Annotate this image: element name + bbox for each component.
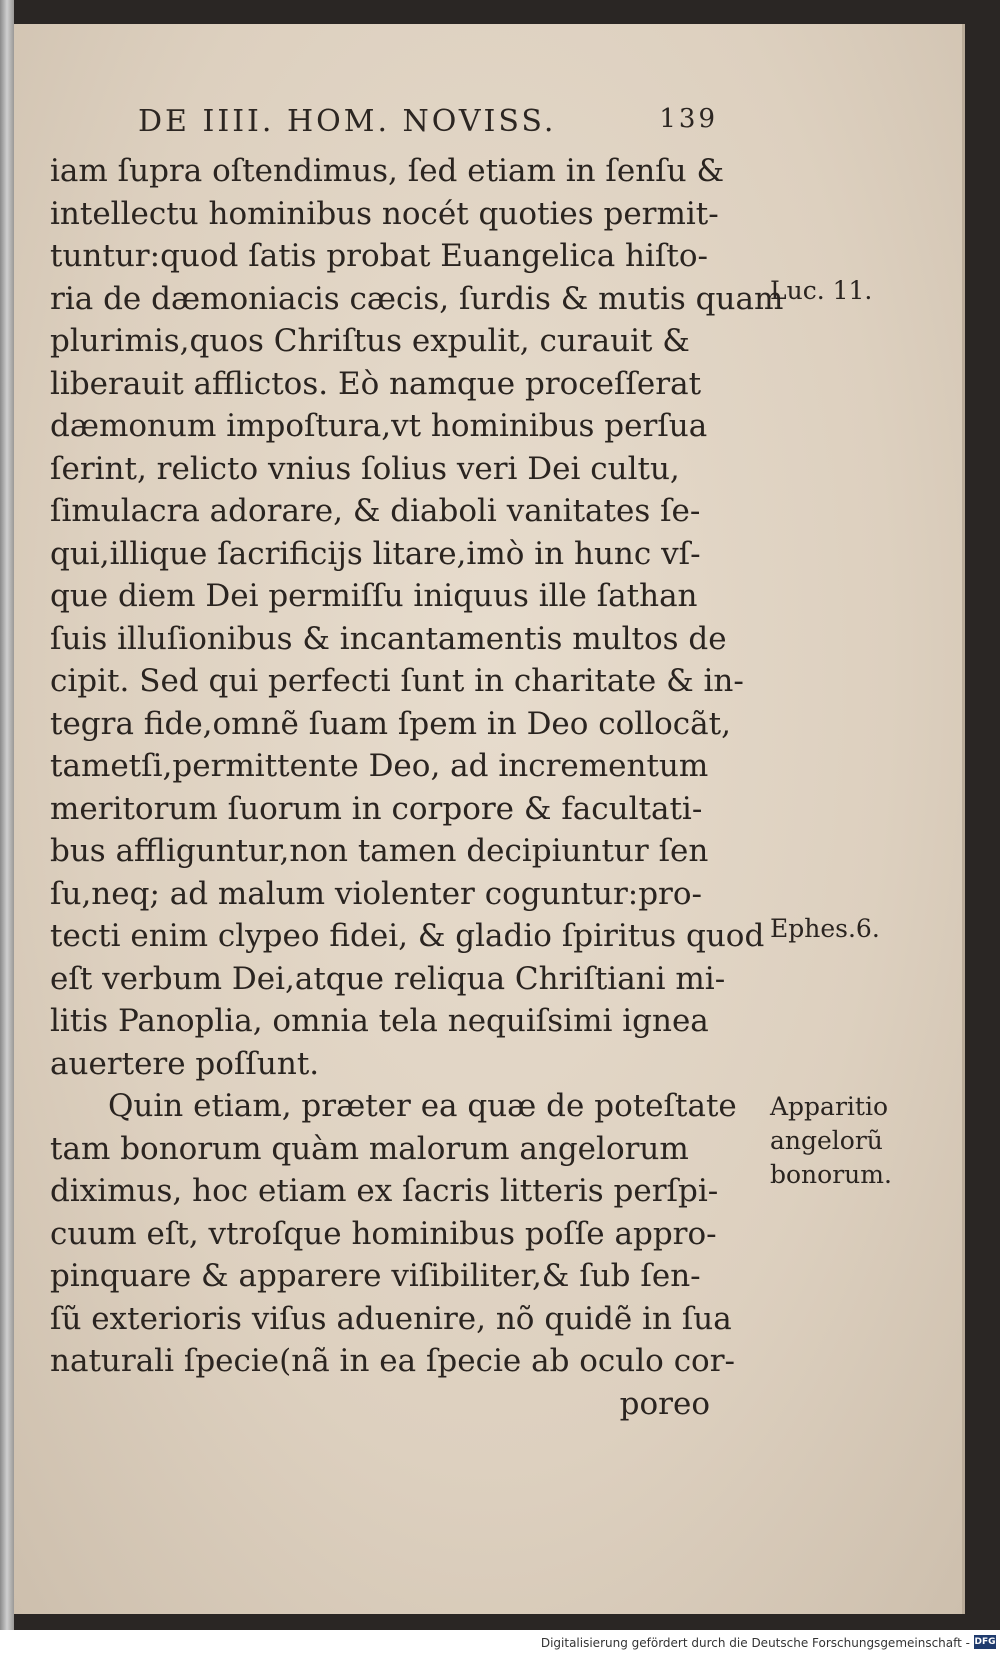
catchword: poreo [619,1385,710,1422]
text-line: tam bonorum quàm malorum angelorum [50,1130,689,1167]
running-title: DE IIII. HOM. NOVISS. [138,104,557,139]
margin-note-luc: Luc. 11. [770,276,873,305]
text-line: diximus, hoc etiam ex ſacris litteris perſpi- [50,1173,719,1209]
text-line: ſimulacra adorare, & diaboli vanitates ſe- [50,493,701,529]
text-line: ria de dæmoniacis cæcis, ſurdis & mutis quam [50,280,784,317]
text-line: ſu,neq; ad malum violenter coguntur:pro- [50,875,703,912]
text-line: tametſi,permittente Deo, ad incrementum [50,748,709,784]
text-line: litis Panoplia, omnia tela nequiſsimi ignea [50,1003,709,1039]
text-line: naturali ſpecie(nã in ea ſpecie ab oculo cor- [50,1343,736,1379]
margin-note-apparitio: Apparitio [770,1092,889,1121]
digitization-credit: Digitalisierung gefördert durch die Deutsche Forschungsgemeinschaft - [540,1636,970,1650]
text-line: meritorum ſuorum in corpore & facultati- [50,790,703,827]
text-line: tuntur:quod ſatis probat Euangelica hiſto- [50,238,709,274]
text-line: Quin etiam, præter ea quæ de poteſtate [108,1088,737,1124]
text-line: ſuis illuſionibus & incantamentis multos de [50,620,727,657]
text-line: eſt verbum Dei,atque reliqua Chriſtiani mi- [50,960,726,997]
text-line: ſerint, relicto vnius ſolius veri Dei cultu, [50,450,680,487]
page-number: 139 [659,104,718,134]
running-header [138,104,718,144]
text-line: dæmonum impoſtura,vt hominibus perſua [50,408,708,444]
margin-note-ephes: Ephes.6. [770,914,880,943]
text-line: qui,illique ſacrificijs litare,imò in hunc vſ- [50,535,701,572]
page-edge [0,0,14,1630]
margin-note-angelorum: angelorũ [770,1126,883,1155]
margin-note-bonorum: bonorum. [770,1160,892,1189]
text-line: ſũ exterioris viſus aduenire, nõ quidẽ in ſua [50,1300,732,1337]
text-line: intellectu hominibus nocét quoties permit- [50,195,719,232]
text-line: bus affliguntur,non tamen decipiuntur ſen [50,833,709,869]
text-line: tegra fide,omnẽ ſuam ſpem in Deo collocãt, [50,705,731,742]
text-line: que diem Dei permiſſu iniquus ille ſathan [50,578,698,614]
text-line: iam ſupra oſtendimus, ſed etiam in ſenſu & [50,153,725,189]
text-line: plurimis,quos Chriſtus expulit, curauit & [50,323,690,359]
text-line: pinquare & apparere viſibiliter,& ſub ſen- [50,1258,701,1294]
text-line: liberauit afflictos. Eò namque proceſſerat [50,365,702,402]
text-line: auertere poſſunt. [50,1045,320,1082]
dfg-logo: DFG [974,1637,996,1647]
text-line: tecti enim clypeo fidei, & gladio ſpiritus quod [50,918,765,954]
text-line: cipit. Sed qui perfecti ſunt in charitate & in- [50,663,744,699]
footer-bar [0,1630,1000,1656]
main-text [50,150,892,1425]
text-line: cuum eſt, vtroſque hominibus poſſe appro- [50,1215,717,1252]
